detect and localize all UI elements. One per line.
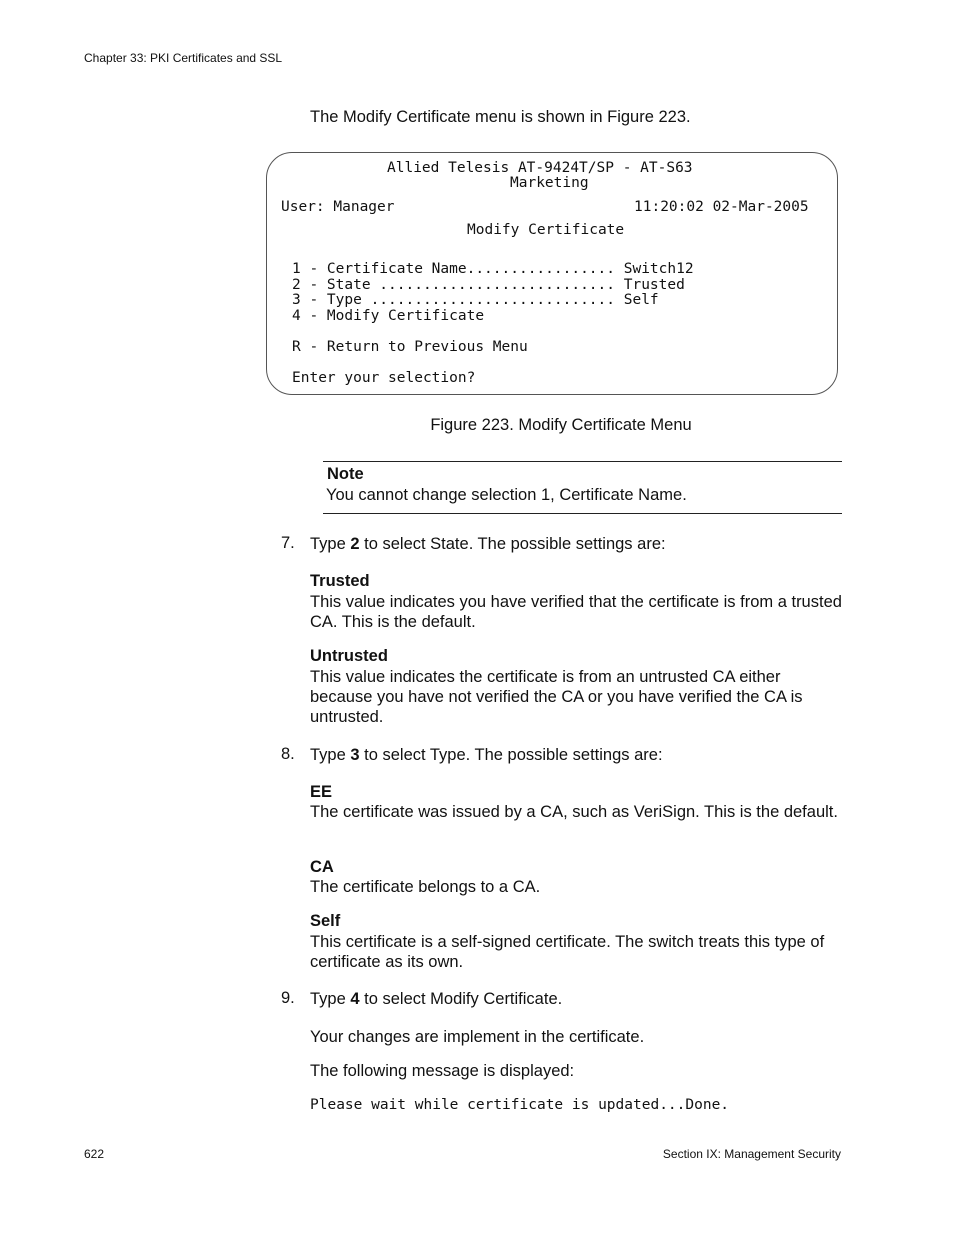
step-9-post: to select Modify Certificate. — [359, 990, 563, 1008]
menu-item-modify-certificate: 4 - Modify Certificate — [292, 308, 485, 324]
step-8-pre: Type — [310, 746, 351, 764]
desc-ca: The certificate belongs to a CA. — [310, 878, 541, 896]
step-8-key: 3 — [350, 746, 360, 764]
step-7-key: 2 — [350, 535, 360, 553]
note-box — [323, 461, 842, 514]
screen-prompt: Enter your selection? — [292, 370, 476, 386]
desc-trusted: This value indicates you have verified that the certificate is from a trusted CA. This is the default. — [310, 593, 842, 631]
screen-datetime: 11:20:02 02-Mar-2005 — [634, 199, 809, 215]
step-8-post: to select Type. The possible settings are: — [359, 746, 663, 764]
status-message: Please wait while certificate is updated...Done. — [310, 1097, 730, 1113]
desc-untrusted: This value indicates the certificate is from an untrusted CA either because you have not verified the CA or you have verified the CA is untrusted. — [310, 668, 803, 726]
screen-system-line: Allied Telesis AT-9424T/SP - AT-S63 — [387, 160, 693, 176]
intro-paragraph: The Modify Certificate menu is shown in Figure 223. — [310, 108, 691, 126]
section-footer: Section IX: Management Security — [662, 1147, 841, 1161]
menu-item-state: 2 - State ........................... Trusted — [292, 277, 685, 293]
menu-item-type: 3 - Type ............................ Self — [292, 292, 659, 308]
term-ee: EE — [310, 783, 333, 801]
screen-location-line: Marketing — [510, 175, 589, 191]
term-self: Self — [310, 912, 341, 930]
desc-self: This certificate is a self-signed certificate. The switch treats this type of certificate as its own. — [310, 933, 825, 971]
screen-menu-title: Modify Certificate — [467, 222, 625, 238]
note-title: Note — [327, 465, 364, 483]
page-number: 622 — [84, 1147, 105, 1161]
step-8-number: 8. — [281, 745, 295, 763]
step-7-text — [310, 534, 845, 554]
term-ca: CA — [310, 858, 334, 876]
step-8-text — [310, 745, 845, 765]
note-text: You cannot change selection 1, Certificate Name. — [326, 486, 687, 504]
menu-item-return: R - Return to Previous Menu — [292, 339, 528, 355]
term-untrusted: Untrusted — [310, 647, 388, 665]
menu-item-certificate-name: 1 - Certificate Name................. Switch12 — [292, 261, 694, 277]
term-trusted: Trusted — [310, 572, 370, 590]
step-9-key: 4 — [350, 990, 360, 1008]
step-9-pre: Type — [310, 990, 351, 1008]
step-7-number: 7. — [281, 534, 295, 552]
step-7-pre: Type — [310, 535, 351, 553]
following-paragraph: The following message is displayed: — [310, 1062, 575, 1080]
step-9-text — [310, 989, 845, 1009]
changes-paragraph: Your changes are implement in the certificate. — [310, 1028, 645, 1046]
terminal-screen — [266, 152, 838, 395]
figure-caption: Figure 223. Modify Certificate Menu — [430, 416, 692, 434]
screen-user: User: Manager — [281, 199, 395, 215]
desc-ee: The certificate was issued by a CA, such as VeriSign. This is the default. — [310, 803, 838, 821]
chapter-header: Chapter 33: PKI Certificates and SSL — [84, 51, 283, 65]
step-9-number: 9. — [281, 989, 295, 1007]
step-7-post: to select State. The possible settings are: — [359, 535, 666, 553]
